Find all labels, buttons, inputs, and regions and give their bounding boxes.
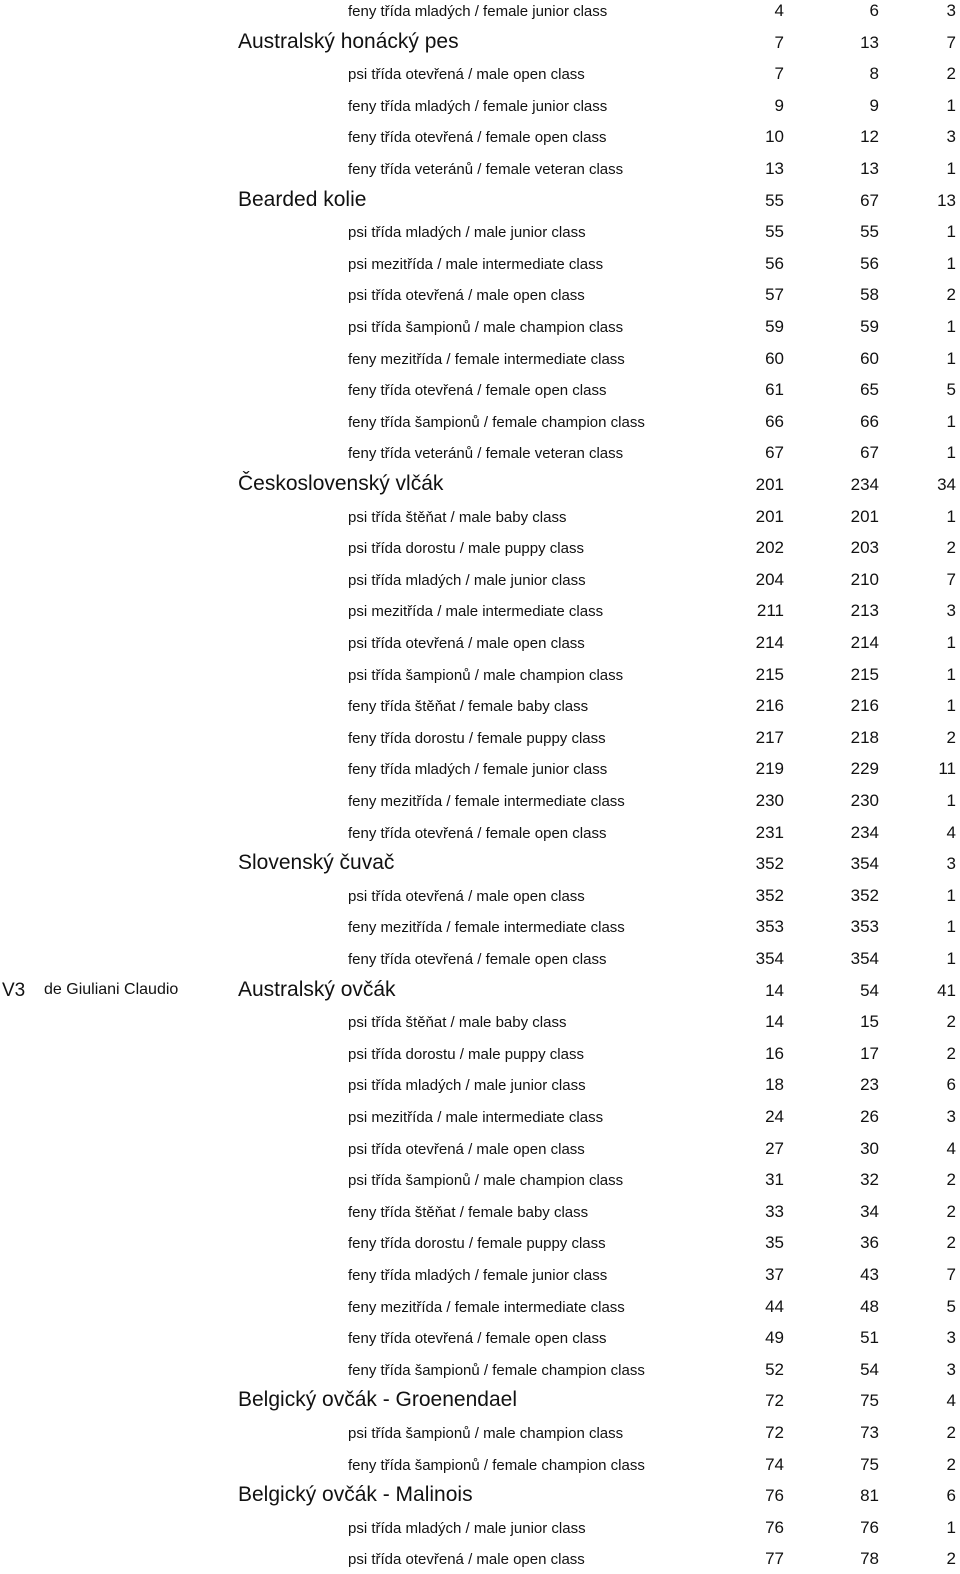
class-name: psi třída šampionů / male champion class <box>348 666 624 684</box>
catalog-from: 33 <box>765 1201 784 1221</box>
catalog-from: 201 <box>755 475 784 494</box>
catalog-to: 81 <box>860 1486 879 1506</box>
class-name: feny třída mladých / female junior class <box>348 1267 608 1284</box>
catalog-to: 230 <box>850 791 879 810</box>
entry-count: 1 <box>946 633 956 652</box>
class-name: psi třída otevřená / male open class <box>348 1551 585 1569</box>
catalog-to: 13 <box>860 32 879 52</box>
catalog-from: 66 <box>765 411 784 431</box>
catalog-from: 44 <box>765 1296 784 1316</box>
catalog-from: 215 <box>755 664 784 684</box>
catalog-to: 75 <box>860 1391 879 1411</box>
breed-row <box>0 27 960 58</box>
catalog-to: 56 <box>860 253 879 273</box>
catalog-from: 74 <box>765 1454 784 1474</box>
entry-count: 34 <box>937 475 956 494</box>
entry-count: 2 <box>946 1233 956 1253</box>
entry-count: 1 <box>946 696 956 716</box>
catalog-to: 26 <box>860 1107 879 1126</box>
catalog-from: 55 <box>765 222 784 242</box>
breed-row <box>0 1385 960 1416</box>
class-row <box>0 1133 960 1164</box>
entry-count: 7 <box>946 569 956 589</box>
class-row <box>0 279 960 310</box>
breed-name: Australský honácký pes <box>238 29 459 53</box>
catalog-from: 72 <box>765 1423 784 1442</box>
class-row <box>0 817 960 848</box>
entry-count: 2 <box>946 1043 956 1063</box>
catalog-from: 353 <box>755 917 784 937</box>
class-row <box>0 1354 960 1385</box>
entry-count: 1 <box>946 317 956 336</box>
catalog-from: 16 <box>765 1043 784 1063</box>
catalog-from: 4 <box>774 1 784 20</box>
class-name: feny mezitřída / female intermediate class <box>348 793 625 810</box>
catalog-to: 30 <box>860 1138 879 1158</box>
catalog-to: 55 <box>860 222 879 242</box>
entry-count: 1 <box>946 949 956 968</box>
class-name: psi třída mladých / male junior class <box>348 224 586 242</box>
catalog-to: 67 <box>860 443 879 463</box>
class-name: psi třída štěňat / male baby class <box>348 1014 567 1032</box>
catalog-to: 75 <box>860 1454 879 1474</box>
class-row <box>0 943 960 974</box>
class-name: psi třída otevřená / male open class <box>348 287 585 305</box>
class-name: psi mezitřída / male intermediate class <box>348 603 604 621</box>
entry-count: 5 <box>946 380 956 400</box>
class-row <box>0 659 960 690</box>
catalog-to: 67 <box>860 190 879 210</box>
catalog-to: 8 <box>869 64 879 84</box>
catalog-to: 229 <box>850 759 879 779</box>
class-row <box>0 1101 960 1132</box>
entry-count: 2 <box>946 727 956 747</box>
class-row <box>0 1038 960 1069</box>
entry-count: 3 <box>946 601 956 621</box>
catalog-from: 219 <box>755 759 784 779</box>
catalog-from: 10 <box>765 127 784 147</box>
class-row <box>0 564 960 595</box>
class-name: psi třída otevřená / male open class <box>348 66 585 84</box>
class-row <box>0 343 960 374</box>
class-name: psi třída štěňat / male baby class <box>348 508 567 526</box>
catalog-to: 213 <box>850 601 879 621</box>
breed-row <box>0 1480 960 1511</box>
entry-count: 3 <box>946 127 956 147</box>
entry-count: 1 <box>946 443 956 463</box>
entry-count: 1 <box>946 791 956 810</box>
class-row <box>0 437 960 468</box>
class-name: psi třída mladých / male junior class <box>348 1077 586 1095</box>
entry-count: 7 <box>946 32 956 52</box>
entry-count: 4 <box>946 822 956 842</box>
class-row <box>0 1227 960 1258</box>
class-name: feny třída veteránů / female veteran class <box>348 161 624 178</box>
catalog-from: 57 <box>765 285 784 305</box>
entry-count: 4 <box>946 1391 956 1411</box>
catalog-to: 354 <box>850 854 879 874</box>
class-name: psi třída dorostu / male puppy class <box>348 1045 584 1063</box>
class-name: feny třída otevřená / female open class <box>348 382 607 400</box>
catalog-to: 43 <box>860 1265 879 1284</box>
catalog-from: 61 <box>765 380 784 400</box>
class-row <box>0 911 960 942</box>
catalog-from: 9 <box>774 95 784 115</box>
entry-count: 1 <box>946 917 956 937</box>
catalog-from: 49 <box>765 1328 784 1348</box>
class-name: psi třída šampionů / male champion class <box>348 1425 624 1442</box>
class-name: feny třída štěňat / female baby class <box>348 1203 589 1221</box>
class-row <box>0 532 960 563</box>
catalog-to: 60 <box>860 348 879 368</box>
class-name: feny třída dorostu / female puppy class <box>348 1235 606 1253</box>
class-row <box>0 501 960 532</box>
entry-count: 6 <box>946 1075 956 1095</box>
class-row <box>0 753 960 784</box>
catalog-to: 13 <box>860 159 879 178</box>
class-name: feny mezitřída / female intermediate class <box>348 350 625 368</box>
entry-count: 4 <box>946 1138 956 1158</box>
entry-count: 13 <box>937 190 956 210</box>
catalog-to: 76 <box>860 1517 879 1537</box>
catalog-to: 58 <box>860 285 879 305</box>
catalog-from: 76 <box>765 1486 784 1506</box>
class-row <box>0 374 960 405</box>
class-row <box>0 1259 960 1290</box>
catalog-from: 52 <box>765 1359 784 1379</box>
class-row <box>0 1164 960 1195</box>
catalog-to: 73 <box>860 1423 879 1442</box>
catalog-from: 7 <box>774 64 784 84</box>
breed-row <box>0 975 960 1006</box>
breed-name: Australský ovčák <box>238 977 396 1001</box>
catalog-from: 72 <box>765 1391 784 1411</box>
entry-count: 1 <box>946 348 956 368</box>
catalog-from: 35 <box>765 1233 784 1253</box>
catalog-from: 60 <box>765 348 784 368</box>
breed-name: Belgický ovčák - Malinois <box>238 1483 473 1507</box>
class-row <box>0 880 960 911</box>
class-name: feny třída dorostu / female puppy class <box>348 729 606 747</box>
class-name: feny třída mladých / female junior class <box>348 761 608 779</box>
class-name: psi třída otevřená / male open class <box>348 1140 585 1158</box>
class-row <box>0 1196 960 1227</box>
class-row <box>0 690 960 721</box>
class-row <box>0 1322 960 1353</box>
catalog-from: 56 <box>765 253 784 273</box>
entry-count: 3 <box>946 1107 956 1126</box>
entry-count: 1 <box>946 411 956 431</box>
class-name: feny třída mladých / female junior class <box>348 3 608 20</box>
catalog-from: 211 <box>756 601 784 621</box>
class-row <box>0 1449 960 1480</box>
entry-count: 2 <box>946 64 956 84</box>
class-row <box>0 216 960 247</box>
class-row <box>0 627 960 658</box>
entry-count: 6 <box>946 1486 956 1506</box>
class-row <box>0 248 960 279</box>
class-row <box>0 1417 960 1448</box>
catalog-from: 76 <box>765 1517 784 1537</box>
catalog-from: 352 <box>755 854 784 874</box>
catalog-to: 78 <box>860 1549 879 1569</box>
catalog-to: 51 <box>860 1328 879 1348</box>
entry-count: 3 <box>946 1328 956 1348</box>
catalog-to: 214 <box>850 633 879 652</box>
entry-count: 2 <box>946 285 956 305</box>
entry-count: 1 <box>946 506 956 526</box>
class-name: psi třída šampionů / male champion class <box>348 1172 624 1190</box>
catalog-from: 352 <box>755 885 784 905</box>
class-row <box>0 406 960 437</box>
catalog-from: 217 <box>755 727 784 747</box>
catalog-from: 354 <box>755 949 784 968</box>
entry-count: 2 <box>946 1201 956 1221</box>
catalog-to: 234 <box>850 822 879 842</box>
catalog-from: 202 <box>755 538 784 558</box>
catalog-to: 34 <box>860 1201 879 1221</box>
catalog-to: 36 <box>860 1233 879 1253</box>
catalog-to: 59 <box>860 317 879 336</box>
catalog-from: 31 <box>765 1170 784 1190</box>
breed-row <box>0 185 960 216</box>
catalog-to: 352 <box>850 885 879 905</box>
catalog-to: 17 <box>860 1043 879 1063</box>
catalog-from: 77 <box>765 1549 784 1569</box>
class-row <box>0 311 960 342</box>
entry-count: 1 <box>946 253 956 273</box>
catalog-from: 7 <box>774 32 784 52</box>
entry-count: 2 <box>946 538 956 558</box>
judge-name: de Giuliani Claudio <box>44 980 179 998</box>
entry-count: 1 <box>946 1517 956 1537</box>
class-name: feny třída štěňat / female baby class <box>348 698 589 716</box>
breed-row <box>0 848 960 879</box>
breed-name: Bearded kolie <box>238 187 367 211</box>
catalog-to: 6 <box>869 1 879 20</box>
entry-count: 3 <box>946 854 956 874</box>
class-name: feny třída otevřená / female open class <box>348 824 607 842</box>
catalog-to: 9 <box>869 95 879 115</box>
catalog-from: 204 <box>755 569 784 589</box>
class-name: psi třída otevřená / male open class <box>348 887 585 905</box>
breed-name: Slovenský čuvač <box>238 851 395 875</box>
entry-count: 2 <box>946 1170 956 1190</box>
catalog-to: 218 <box>850 727 879 747</box>
catalog-from: 230 <box>755 791 784 810</box>
class-row <box>0 1543 960 1574</box>
class-name: psi třída mladých / male junior class <box>348 571 586 589</box>
catalog-from: 14 <box>765 980 784 1000</box>
catalog-from: 13 <box>765 159 784 178</box>
catalog-to: 12 <box>860 127 879 147</box>
class-row <box>0 785 960 816</box>
catalog-to: 48 <box>860 1296 879 1316</box>
class-name: feny třída otevřená / female open class <box>348 1330 607 1348</box>
class-row <box>0 595 960 626</box>
class-name: psi třída mladých / male junior class <box>348 1519 586 1537</box>
catalog-to: 201 <box>850 506 879 526</box>
catalog-to: 15 <box>860 1012 879 1032</box>
entry-count: 7 <box>946 1265 956 1284</box>
entry-count: 11 <box>938 759 956 779</box>
entry-count: 2 <box>946 1012 956 1032</box>
catalog-to: 353 <box>850 917 879 937</box>
catalog-from: 37 <box>765 1265 784 1284</box>
catalog-from: 24 <box>765 1107 784 1126</box>
class-row <box>0 1069 960 1100</box>
class-row <box>0 153 960 184</box>
class-name: psi mezitřída / male intermediate class <box>348 255 604 273</box>
catalog-to: 66 <box>860 411 879 431</box>
ring-label: V3 <box>2 979 26 1001</box>
catalog-from: 55 <box>765 190 784 210</box>
breed-name: Belgický ovčák - Groenendael <box>238 1388 517 1412</box>
catalog-from: 59 <box>765 317 784 336</box>
entry-count: 2 <box>946 1549 956 1569</box>
entry-count: 3 <box>946 1 956 20</box>
class-row <box>0 0 960 26</box>
entry-count: 1 <box>946 95 956 115</box>
catalog-from: 18 <box>765 1075 784 1095</box>
class-name: feny mezitřída / female intermediate class <box>348 919 625 937</box>
class-name: psi mezitřída / male intermediate class <box>348 1109 604 1126</box>
class-name: feny třída otevřená / female open class <box>348 951 607 968</box>
class-name: feny třída šampionů / female champion class <box>348 1456 645 1474</box>
catalog-to: 32 <box>860 1170 879 1190</box>
catalog-to: 203 <box>850 538 879 558</box>
catalog-to: 210 <box>850 569 879 589</box>
breed-name: Československý vlčák <box>238 472 444 495</box>
class-name: feny třída šampionů / female champion class <box>348 1361 645 1379</box>
class-row <box>0 1006 960 1037</box>
entry-count: 1 <box>946 664 956 684</box>
class-name: psi třída dorostu / male puppy class <box>348 540 584 558</box>
catalog-to: 54 <box>860 1359 879 1379</box>
catalog-from: 231 <box>755 822 784 842</box>
entry-count: 3 <box>946 1359 956 1379</box>
catalog-to: 215 <box>850 664 879 684</box>
catalog-to: 354 <box>850 949 879 968</box>
catalog-to: 234 <box>850 475 879 494</box>
class-row <box>0 1512 960 1543</box>
class-row <box>0 722 960 753</box>
entry-count: 41 <box>937 980 956 1000</box>
catalog-from: 214 <box>755 633 784 652</box>
class-name: feny třída otevřená / female open class <box>348 129 607 147</box>
class-name: feny třída šampionů / female champion class <box>348 413 645 431</box>
catalog-from: 67 <box>765 443 784 463</box>
catalog-from: 14 <box>765 1012 784 1032</box>
catalog-to: 65 <box>860 380 879 400</box>
class-name: feny mezitřída / female intermediate class <box>348 1298 625 1316</box>
breed-row <box>0 469 960 500</box>
class-name: feny třída mladých / female junior class <box>348 97 608 115</box>
catalog-to: 23 <box>860 1075 879 1095</box>
entry-count: 1 <box>946 222 956 242</box>
entry-count: 1 <box>946 159 956 178</box>
entry-count: 1 <box>946 885 956 905</box>
entry-count: 2 <box>946 1454 956 1474</box>
class-row <box>0 121 960 152</box>
catalog-from: 27 <box>765 1138 784 1158</box>
class-name: feny třída veteránů / female veteran class <box>348 445 624 463</box>
catalog-to: 54 <box>860 980 879 1000</box>
class-name: psi třída otevřená / male open class <box>348 635 585 652</box>
class-row <box>0 58 960 89</box>
class-name: psi třída šampionů / male champion class <box>348 319 624 336</box>
class-row <box>0 90 960 121</box>
catalog-from: 201 <box>755 506 784 526</box>
entry-count: 2 <box>946 1423 956 1442</box>
entry-count: 5 <box>946 1296 956 1316</box>
catalog-from: 216 <box>755 696 784 716</box>
class-row <box>0 1291 960 1322</box>
catalog-to: 216 <box>850 696 879 716</box>
